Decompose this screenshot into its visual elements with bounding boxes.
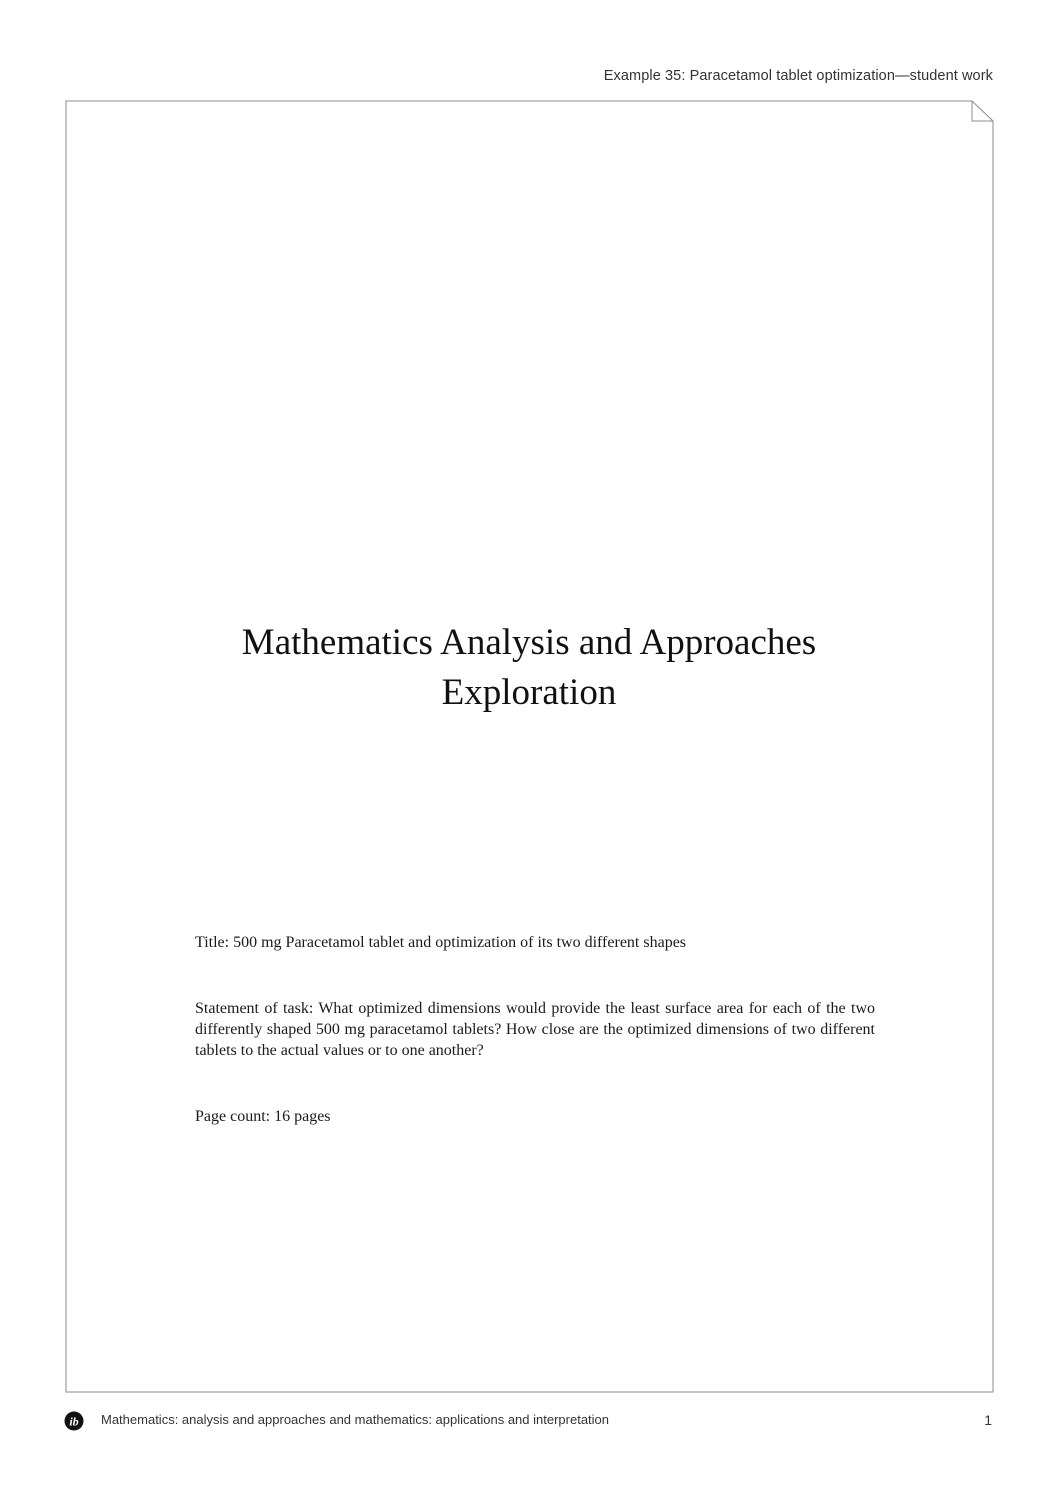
main-title bbox=[0, 618, 1058, 718]
main-title-line-1: Mathematics Analysis and Approaches bbox=[241, 622, 817, 663]
running-header: Example 35: Paracetamol tablet optimization—student work bbox=[603, 68, 993, 84]
page-border bbox=[66, 101, 993, 1392]
page-number: 1 bbox=[984, 1412, 992, 1428]
main-title-line-2: Exploration bbox=[441, 672, 617, 713]
ib-logo-icon bbox=[64, 1411, 84, 1431]
footer-subject: Mathematics: analysis and approaches and mathematics: applications and interpretation bbox=[101, 1412, 610, 1427]
exploration-title: Title: 500 mg Paracetamol tablet and optimization of its two different shapes bbox=[195, 934, 687, 951]
task-statement: Statement of task: What optimized dimensions would provide the least surface area for each of the two differently shaped 500 mg paracetamol tablets? How close are the optimized dimensions of two different tablets to the actual values or to one another? bbox=[195, 1000, 875, 1059]
svg-text:ib: ib bbox=[69, 1414, 79, 1429]
page-count: Page count: 16 pages bbox=[195, 1108, 331, 1125]
folded-corner bbox=[972, 101, 993, 121]
